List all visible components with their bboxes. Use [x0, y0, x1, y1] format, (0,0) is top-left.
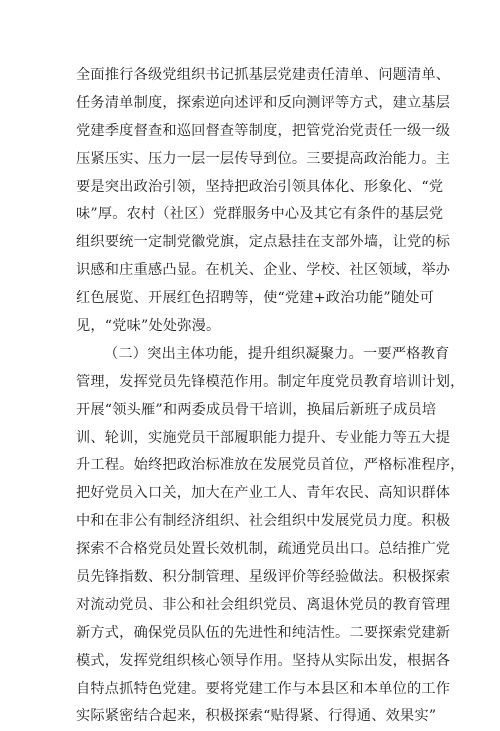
- text-line: 全 面 推 行 各 级 党 组 织 书 记 抓 基 层 党 建 责 任 清 单 、 问 题 清 单 、: [76, 67, 451, 83]
- text-line: 升 工 程 。 始 终 把 政 治 标 准 放 在 发 展 党 员 首 位 ， 严 格 标 准 程 序 ，: [76, 457, 465, 474]
- text-line: 开 展 “ 领 头 雁 ” 和 两 委 成 员 骨 干 培 训 ， 换 届 后 新 班 子 成 员 培: [76, 401, 437, 418]
- text-line: 组 织 要 统 一 定 制 党 徽 党 旗 ， 定 点 悬 挂 在 支 部 外 墙 ， 让 党 的 标: [76, 234, 451, 251]
- body-text: [76, 62, 465, 731]
- text-line: 模 式 ， 发 挥 党 组 织 核 心 领 导 作 用 。 坚 持 从 实 际 出 发 ， 根 据 各: [76, 652, 451, 669]
- text-line: 要 是 突 出 政 治 引 领 ， 坚 持 把 政 治 引 领 具 体 化 、 形 象 化 、 “ 党: [76, 178, 444, 195]
- text-line: 管 理 ， 发 挥 党 员 先 锋 模 范 作 用 。 制 定 年 度 党 员 教 育 培 训 计 划 ，: [76, 373, 465, 390]
- text-line: 任 务 清 单 制 度 ， 探 索 逆 向 述 评 和 反 向 测 评 等 方 式 ， 建 立 基 层: [76, 94, 451, 111]
- text-line: 员 先 锋 指 数 、 积 分 制 管 理 、 星 级 评 价 等 经 验 做 法 。 积 极 探 索: [76, 569, 451, 586]
- text-line: 对 流 动 党 员 、 非 公 和 社 会 组 织 党 员 、 离 退 休 党 员 的 教 育 管 理: [76, 596, 451, 613]
- text-line: 红 色 展 览 、 开 展 红 色 招 聘 等 ， 使 “ 党 建 + 政 治 功 能 ” 随 处 可: [76, 290, 434, 307]
- text-line: 识 感 和 庄 重 感 凸 显 。 在 机 关 、 企 业 、 学 校 、 社 区 领 域 ， 举 办: [76, 262, 451, 279]
- text-line: 自 特 点 抓 特 色 党 建 。 要 将 党 建 工 作 与 本 县 区 和 本 单 位 的 工 作: [76, 680, 451, 697]
- text-line: 实 际 紧 密 结 合 起 来 ， 积 极 探 索 “ 贴 得 紧 、 行 得 通 、 效 果 实 ”: [76, 708, 437, 725]
- text-line: 压 紧 压 实 、 压 力 一 层 一 层 传 导 到 位 。 三 要 提 高 政 治 能 力 。 主: [76, 150, 451, 167]
- section-heading-line: （ 二 ） 突 出 主 体 功 能 ， 提 升 组 织 凝 聚 力 。 一 要 严 格 教 育: [104, 345, 450, 362]
- text-line: 训 、 轮 训 ， 实 施 党 员 干 部 履 职 能 力 提 升 、 专 业 能 力 等 五 大 提: [76, 429, 451, 446]
- text-line: 探 索 不 合 格 党 员 处 置 长 效 机 制 ， 疏 通 党 员 出 口 。 总 结 推 广 党: [76, 541, 451, 558]
- text-line: 中 和 在 非 公 有 制 经 济 组 织 、 社 会 组 织 中 发 展 党 员 力 度 。 积 极: [76, 513, 451, 530]
- paragraph-end-line: 见，“党味”处处弥漫。: [76, 318, 221, 335]
- text-line: 味 ” 厚 。 农 村 （ 社 区 ） 党 群 服 务 中 心 及 其 它 有 条 件 的 基 层 党: [76, 206, 444, 223]
- text-line: 党 建 季 度 督 查 和 巡 回 督 查 等 制 度 ， 把 管 党 治 党 责 任 一 级 一 级: [76, 122, 451, 139]
- text-line: 新 方 式 ， 确 保 党 员 队 伍 的 先 进 性 和 纯 洁 性 。 二 要 探 索 党 建 新: [76, 624, 451, 641]
- text-line: 把 好 党 员 入 口 关 ， 加 大 在 产 业 工 人 、 青 年 农 民 、 高 知 识 群 体: [76, 485, 451, 502]
